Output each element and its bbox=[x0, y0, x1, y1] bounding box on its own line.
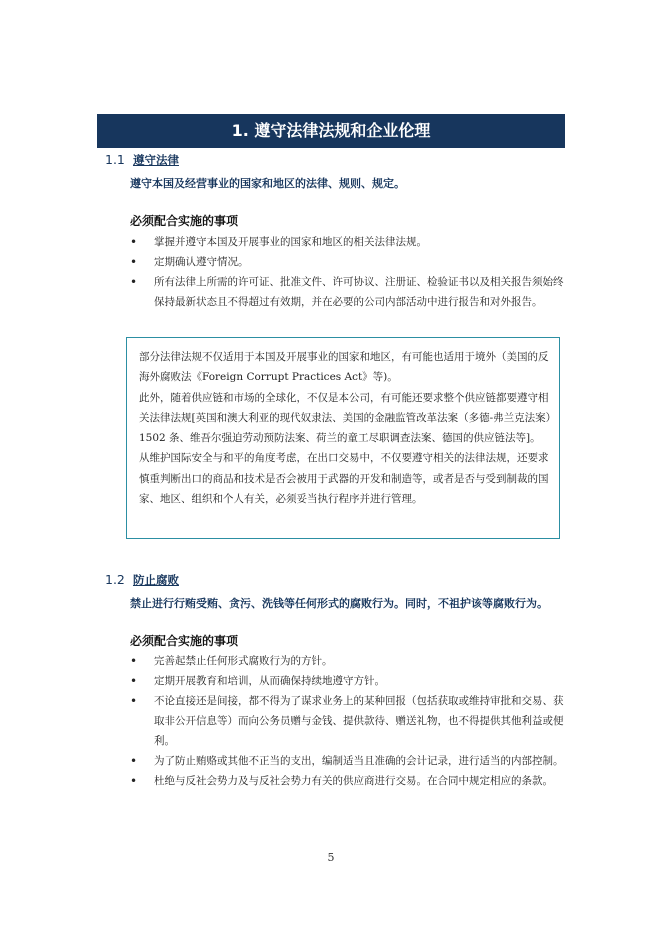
list-item: • 定期确认遵守情况。 bbox=[130, 252, 570, 272]
section-title: 遵守法律 bbox=[132, 153, 179, 167]
section-number: 1.1 bbox=[105, 152, 125, 167]
section-heading-1-1 bbox=[105, 152, 179, 168]
note-paragraph: 此外，随着供应链和市场的全球化，不仅是本公司，有可能还要求整个供应链都要遵守相关法律法规[英国和澳大利亚的现代奴隶法、美国的金融监管改革法案（多德-弗兰克法案）1502 条、维吾尔强迫劳动预防法案、荷兰的童工尽职调查法案、德国的供应链法等]。 bbox=[139, 391, 551, 445]
note-box bbox=[126, 337, 560, 539]
list-item: • 所有法律上所需的许可证、批准文件、许可协议、注册证、检验证书以及相关报告须始终保持最新状态且不得超过有效期，并在必要的公司内部活动中进行报告和对外报告。 bbox=[130, 272, 570, 312]
list-item: • 完善起禁止任何形式腐败行为的方针。 bbox=[130, 651, 570, 671]
list-item: • 定期开展教育和培训，从而确保持续地遵守方针。 bbox=[130, 671, 570, 691]
chapter-banner: 1. 遵守法律法规和企业伦理 bbox=[97, 114, 565, 148]
requirements-heading: 必须配合实施的事项 bbox=[130, 214, 239, 228]
requirements-list-1-2 bbox=[130, 651, 570, 791]
list-item: • 掌握并遵守本国及开展事业的国家和地区的相关法律法规。 bbox=[130, 232, 570, 252]
list-item: • 为了防止贿赂或其他不正当的支出，编制适当且准确的会计记录，进行适当的内部控制。 bbox=[130, 751, 570, 771]
section-description: 禁止进行行贿受贿、贪污、洗钱等任何形式的腐败行为。同时，不祖护该等腐败行为。 bbox=[130, 597, 548, 610]
requirements-list-1-1 bbox=[130, 232, 570, 312]
section-number: 1.2 bbox=[105, 572, 125, 587]
page-number: 5 bbox=[327, 851, 335, 864]
section-description: 遵守本国及经营事业的国家和地区的法律、规则、规定。 bbox=[130, 177, 405, 190]
requirements-heading: 必须配合实施的事项 bbox=[130, 634, 239, 648]
note-paragraph: 从维护国际安全与和平的角度考虑，在出口交易中，不仅要遵守相关的法律法规，还要求慎重判断出口的商品和技术是否会被用于武器的开发和制造等，或者是否与受到制裁的国家、地区、组织和个人有关，必须妥当执行程序并进行管理。 bbox=[139, 452, 549, 506]
section-title: 防止腐败 bbox=[132, 573, 179, 587]
list-item: • 杜绝与反社会势力及与反社会势力有关的供应商进行交易。在合同中规定相应的条款。 bbox=[130, 771, 570, 791]
section-heading-1-2 bbox=[105, 572, 179, 588]
list-item: • 不论直接还是间接，都不得为了谋求业务上的某种回报（包括获取或维持审批和交易、获取非公开信息等）而向公务员赠与金钱、提供款待、赠送礼物，也不得提供其他利益或便利。 bbox=[130, 691, 570, 751]
note-paragraph: 部分法律法规不仅适用于本国及开展事业的国家和地区，有可能也适用于境外（美国的反海外腐败法《Foreign Corrupt Practices Act》等)。 bbox=[139, 351, 549, 384]
